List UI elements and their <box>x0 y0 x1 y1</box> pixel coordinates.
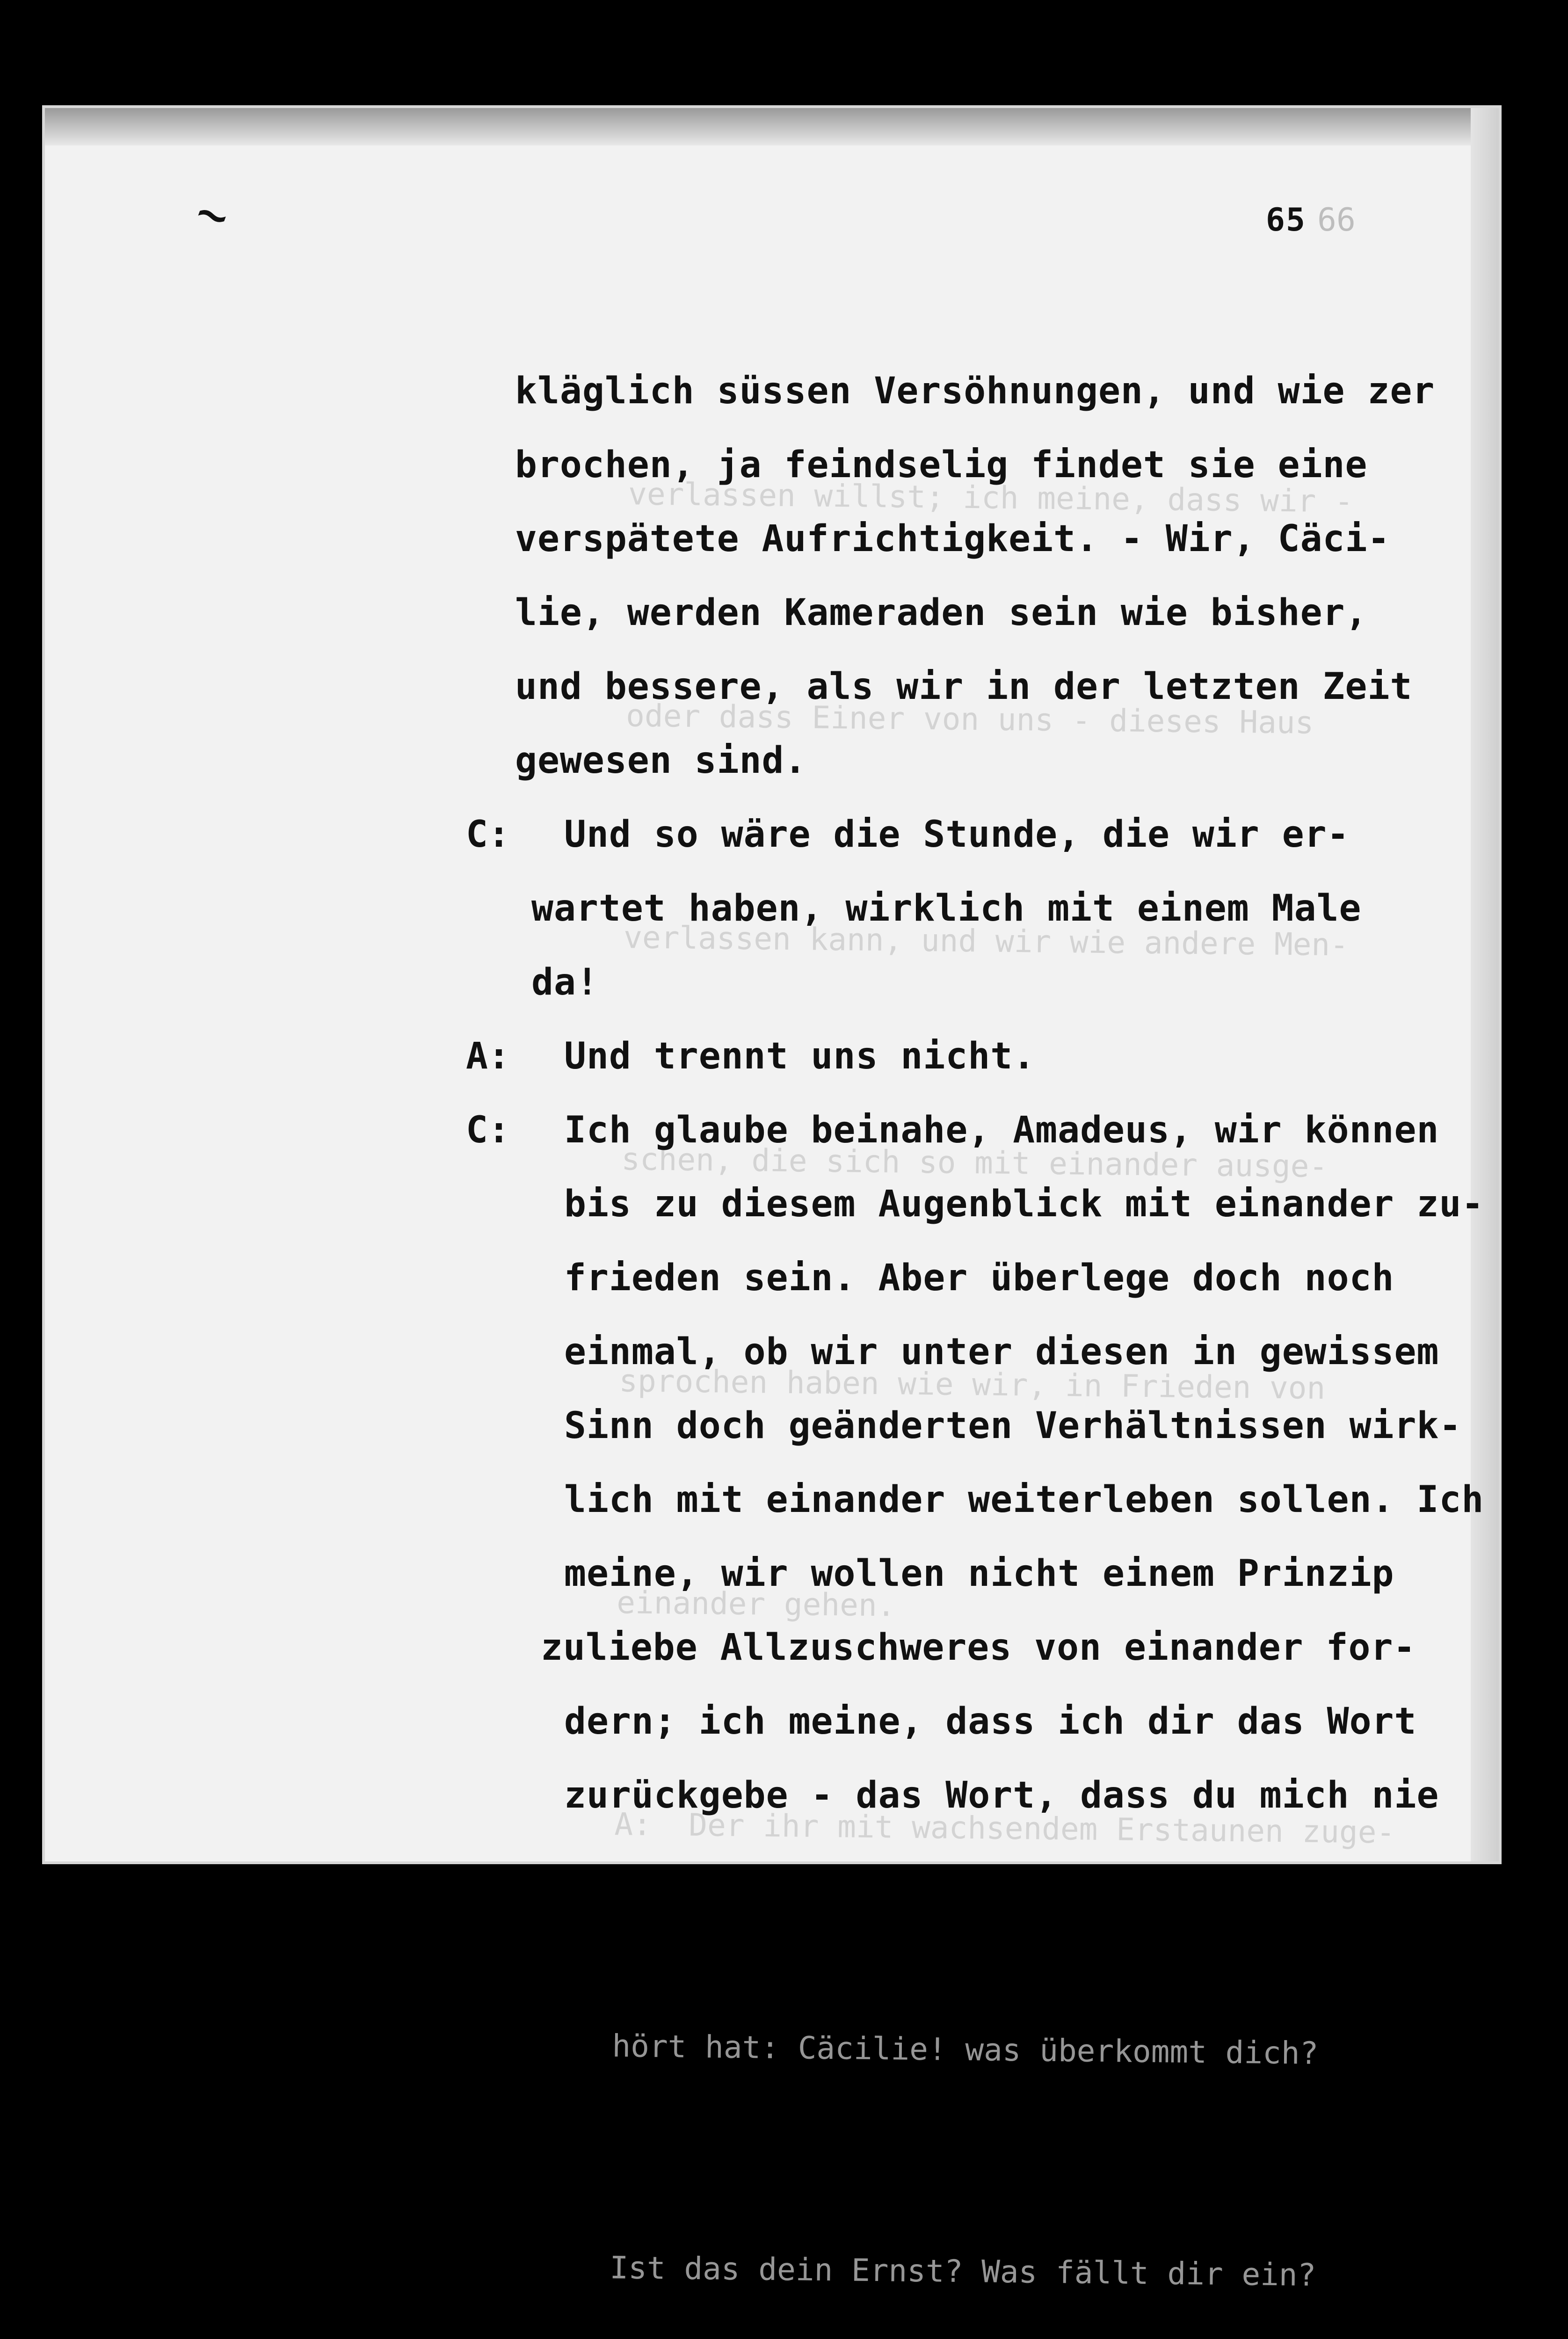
text-line: Und trennt uns nicht. <box>564 1035 1036 1077</box>
text-line: dern; ich meine, dass ich dir das Wort <box>564 1700 1417 1743</box>
text-line: und bessere, als wir in der letzten Zeit <box>515 666 1413 708</box>
text-line: frieden sein. Aber überlege doch noch <box>564 1257 1394 1299</box>
ghost-line: hört hat: Cäcilie! was überkommt dich? <box>612 2028 1319 2071</box>
page-number: 65 <box>1266 202 1306 239</box>
text-line: Ich glaube beinahe, Amadeus, wir können <box>564 1109 1439 1151</box>
text-line: da! <box>531 961 599 1003</box>
text-line: einmal, ob wir unter diesen in gewissem <box>564 1331 1439 1373</box>
text-line: brochen, ja feindselig findet sie eine <box>515 444 1368 486</box>
text-line: lie, werden Kameraden sein wie bisher, <box>515 592 1368 634</box>
speaker-label: A: <box>466 1035 510 1077</box>
ghost-line: verlassen willst; ich meine, dass wir - <box>628 476 1354 520</box>
speaker-label: C: <box>466 1109 510 1151</box>
ghost-line: schen, die sich so mit einander ausge- <box>621 1141 1328 1185</box>
speaker-label: C: <box>466 814 510 856</box>
text-line: lich mit einander weiterleben sollen. Ich <box>564 1479 1484 1521</box>
text-line: gewesen sind. <box>515 740 807 782</box>
text-line: wartet haben, wirklich mit einem Male <box>531 887 1362 930</box>
typescript-page <box>42 105 1502 2293</box>
ghost-line: sprochen haben wie wir, in Frieden von <box>618 1363 1326 1407</box>
text-line: Und so wäre die Stunde, die wir er- <box>564 814 1350 856</box>
paper-clip-mark: ~ <box>187 186 238 244</box>
ghost-line: Ist das dein Ernst? Was fällt dir ein? <box>610 2250 1316 2293</box>
text-line: Sinn doch geänderten Verhältnissen wirk- <box>564 1405 1462 1447</box>
text-line: kläglich süssen Versöhnungen, und wie zer <box>515 370 1435 412</box>
text-line: zurückgebe - das Wort, dass du mich nie <box>564 1774 1439 1816</box>
text-line: zuliebe Allzuschweres von einander for- <box>541 1627 1416 1669</box>
text-line: meine, wir wollen nicht einem Prinzip <box>564 1553 1394 1595</box>
text-line: bis zu diesem Augenblick mit einander zu- <box>564 1183 1484 1225</box>
ghost-line: oder dass Einer von uns - dieses Haus <box>625 697 1314 741</box>
ghost-line: verlassen kann, und wir wie andere Men- <box>623 919 1349 963</box>
text-line: verspätete Aufrichtigkeit. - Wir, Cäci- <box>515 518 1390 560</box>
ghost-page-number: 66 <box>1317 202 1356 239</box>
ghost-line: einander gehen. <box>616 1584 896 1624</box>
ghost-line: A: Der ihr mit wachsendem Erstaunen zuge- <box>614 1806 1395 1851</box>
typed-text-body <box>45 108 1499 1861</box>
